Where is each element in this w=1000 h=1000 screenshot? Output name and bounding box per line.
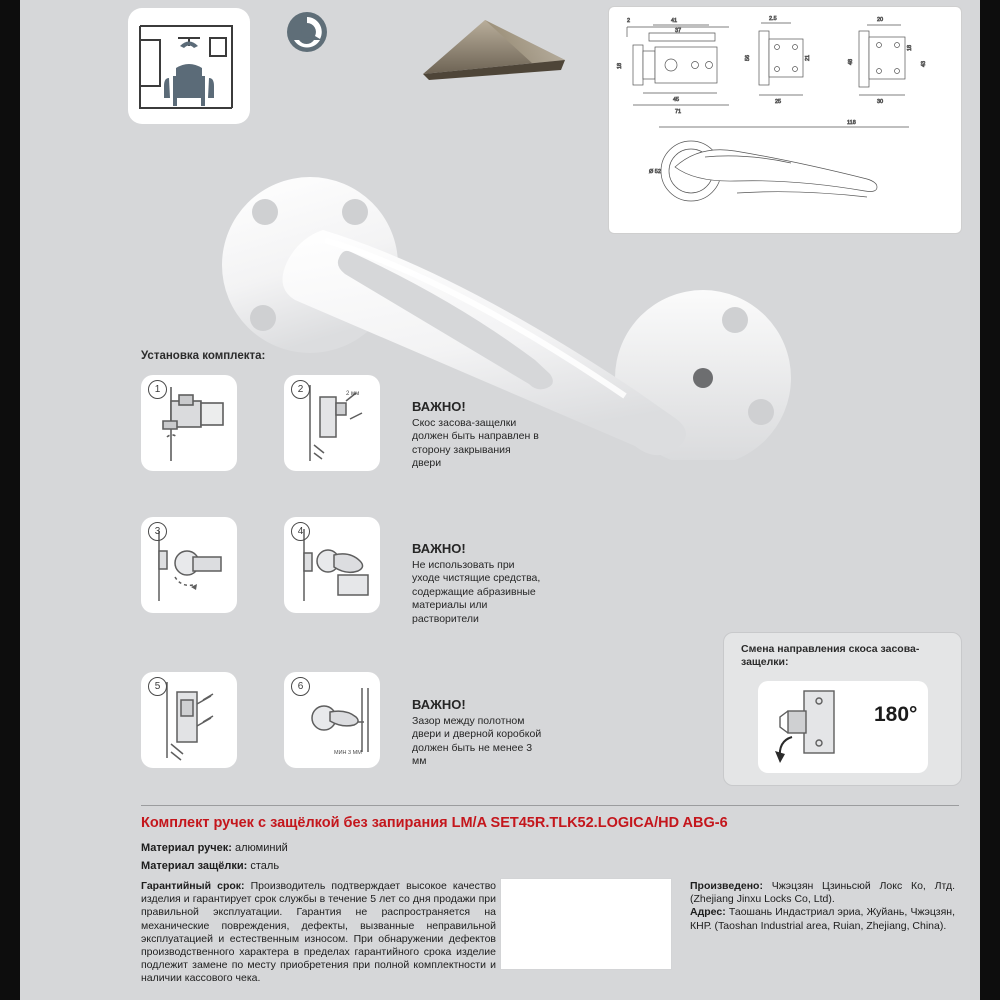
install-step-2 [284, 375, 380, 471]
step-number: 6 [291, 677, 310, 696]
latch-material [141, 860, 279, 872]
svg-text:30: 30 [877, 99, 884, 105]
important-note-2 [412, 542, 542, 626]
step-number: 3 [148, 522, 167, 541]
address-label: Адрес: [690, 906, 726, 919]
svg-text:25: 25 [775, 99, 782, 105]
svg-text:56: 56 [745, 54, 751, 61]
note-heading: ВАЖНО! [412, 541, 466, 556]
left-black-bar [0, 0, 20, 1000]
direction-change-caption: Смена направления скоса засова-защелки: [741, 643, 920, 668]
svg-text:48: 48 [848, 58, 854, 65]
handle-material-value: алюминий [235, 842, 288, 854]
right-black-bar [980, 0, 1000, 1000]
svg-text:18: 18 [907, 44, 913, 51]
svg-text:2.5: 2.5 [769, 16, 777, 22]
step-number: 4 [291, 522, 310, 541]
direction-change-box [723, 632, 962, 786]
warranty-label: Гарантийный срок: [141, 880, 245, 892]
note-text: Скос засова-защелки должен быть направлен в сторону закрывания двери [412, 416, 539, 469]
important-note-1 [412, 400, 542, 471]
blank-label-area [500, 878, 672, 970]
warranty-block [141, 880, 496, 986]
note-text: Зазор между полотном двери и дверной коробкой должен быть не менее 3 мм [412, 714, 542, 767]
svg-text:37: 37 [675, 28, 682, 34]
step-number: 5 [148, 677, 167, 696]
install-step-1 [141, 375, 237, 471]
step-number: 1 [148, 380, 167, 399]
install-step-5 [141, 672, 237, 768]
rotation-degrees: 180° [874, 703, 918, 726]
warranty-text: Производитель подтверждает высокое качество изделия и гарантирует срок службы в течение 5 лет со дня продажи при правильной эксплуатации. Гарантия не распространяется на механические повреждения, дефекты, вызванные неправильной эксплуатацией и естественным износом. При обнаружении дефектов производственного характера в пределах гарантийного срока изделие подлежит замене по месту приобретения при полной комплектности и наличии кассового чека. [141, 880, 496, 985]
svg-text:43: 43 [921, 60, 927, 67]
install-section-title: Установка комплекта: [141, 350, 266, 362]
page-title: Комплект ручек с защёлкой без запирания LM/A SET45R.TLK52.LOGICA/HD ABG-6 [141, 815, 728, 831]
recycle-icon [285, 10, 329, 54]
install-step-4 [284, 517, 380, 613]
svg-text:18: 18 [617, 62, 623, 69]
direction-change-illustration [758, 681, 928, 773]
handle-material-label: Материал ручек: [141, 842, 232, 854]
step-number: 2 [291, 380, 310, 399]
made-value: Чжэцзян Цзиньсюй Локс Ко, Лтд. (Zhejiang Jinxu Locks Co, Ltd). [690, 880, 955, 906]
manufacturer-block [690, 880, 955, 933]
handle-material [141, 842, 288, 854]
svg-text:Ø 52: Ø 52 [649, 169, 661, 175]
svg-text:2: 2 [627, 18, 631, 24]
latch-photo [415, 18, 575, 82]
svg-text:41: 41 [671, 18, 678, 24]
important-note-3 [412, 698, 542, 769]
divider [141, 805, 959, 806]
svg-text:2 мм: 2 мм [346, 391, 360, 397]
svg-text:118: 118 [847, 120, 856, 126]
svg-text:71: 71 [675, 109, 682, 115]
step6-label: МИН 3 ММ [334, 750, 362, 756]
svg-text:20: 20 [877, 17, 884, 23]
note-text: Не использовать при уходе чистящие средства, содержащие абразивные материалы или растворители [412, 558, 541, 625]
made-label: Произведено: [690, 880, 763, 892]
svg-text:45: 45 [673, 97, 680, 103]
note-heading: ВАЖНО! [412, 697, 466, 712]
latch-material-label: Материал защёлки: [141, 860, 248, 872]
latch-material-value: сталь [250, 860, 280, 872]
install-step-6 [284, 672, 380, 768]
install-step-3 [141, 517, 237, 613]
address-value: Таошань Индастриал эриа, Жуйань, Чжэцзян, КНР. (Taoshan Industrial area, Ruian, Zhejiang, China). [690, 906, 955, 932]
note-heading: ВАЖНО! [412, 399, 466, 414]
svg-text:21: 21 [805, 54, 811, 61]
room-furniture-icon [128, 8, 250, 124]
